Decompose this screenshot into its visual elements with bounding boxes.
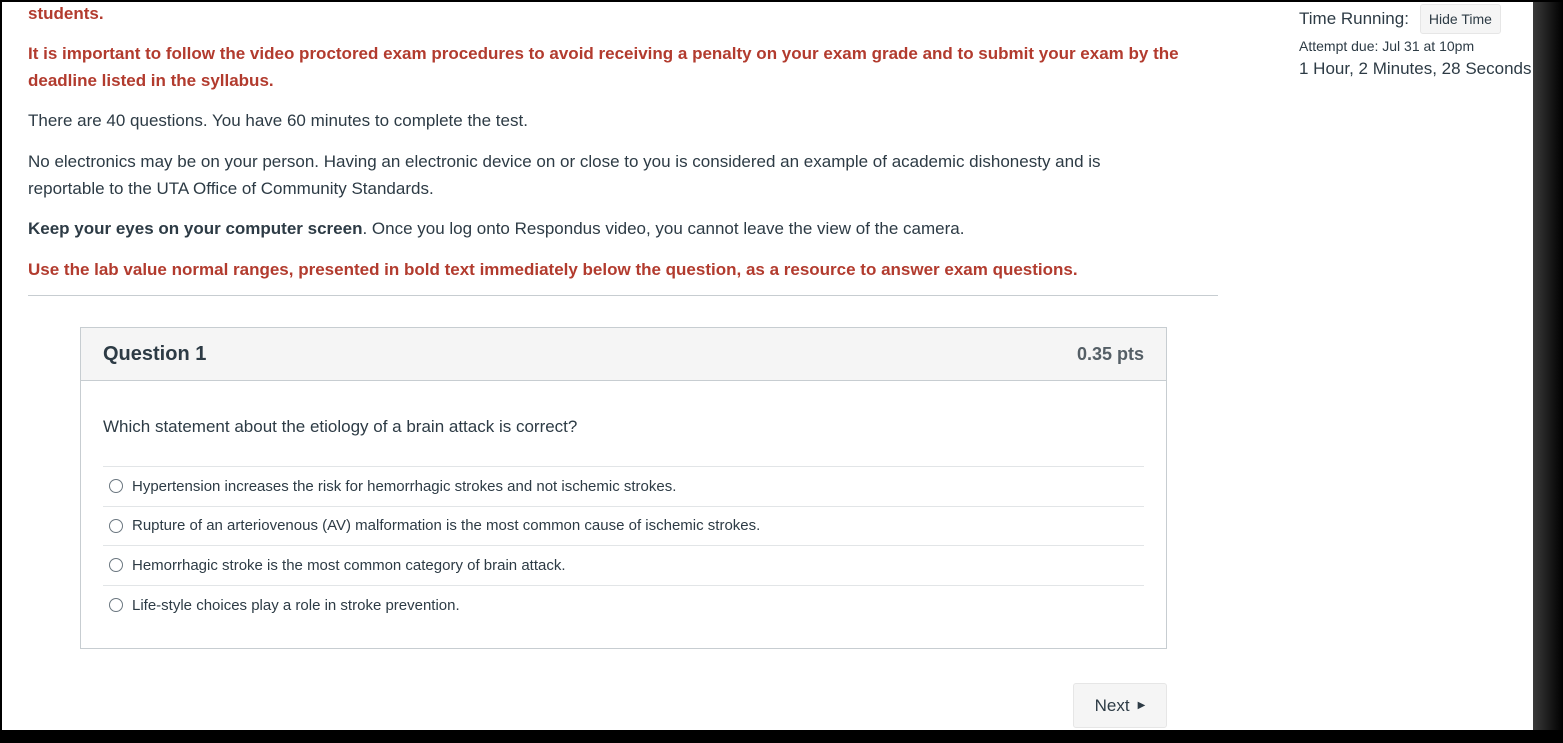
answer-label: Life-style choices play a role in stroke prevention. [132,596,460,614]
question-header [81,328,1166,381]
question-points: 0.35 pts [1076,343,1144,364]
instruction-important: It is important to follow the video proctored exam procedures to avoid receiving a penalty on your exam grade and to submit your exam by the deadline listed in the syllabus. [28,44,1179,90]
answer-list [103,466,1144,625]
question-body [81,381,1166,625]
attempt-due: Attempt due: Jul 31 at 10pm [1299,38,1475,54]
question-title: Question 1 [103,342,207,365]
answer-label: Rupture of an arteriovenous (AV) malformation is the most common cause of ischemic strokes. [132,517,761,535]
radio-button[interactable] [109,598,123,612]
next-button[interactable] [1073,683,1167,728]
question-card [80,327,1167,649]
instruction-lab-values: Use the lab value normal ranges, presented in bold text immediately below the question, as a resource to answer exam questions. [28,260,1078,279]
instruction-electronics: No electronics may be on your person. Having an electronic device on or close to you is considered an example of academic dishonesty and is reportable to the UTA Office of Community Standards. [28,152,1101,198]
radio-button[interactable] [109,479,123,493]
answer-label: Hemorrhagic stroke is the most common category of brain attack. [132,556,566,574]
instruction-eyes-rest: . Once you log onto Respondus video, you cannot leave the view of the camera. [362,219,965,238]
time-running-label: Time Running: [1299,9,1409,28]
instructions-divider [28,295,1218,296]
quiz-timer [1299,4,1533,79]
window-shadow-bottom [0,730,1563,743]
quiz-page [2,2,1533,730]
instruction-eyes-bold: Keep your eyes on your computer screen [28,219,363,238]
time-running-row [1299,4,1533,34]
next-label: Next [1094,695,1130,715]
answer-label: Hypertension increases the risk for hemorrhagic strokes and not ischemic strokes. [132,477,677,495]
time-remaining: 1 Hour, 2 Minutes, 28 Seconds [1299,59,1532,78]
radio-button[interactable] [109,558,123,572]
answer-option[interactable] [103,586,1144,626]
caret-right-icon: ▶ [1137,700,1146,711]
answer-option[interactable] [103,467,1144,507]
instruction-students: students. [28,4,104,23]
radio-button[interactable] [109,519,123,533]
answer-option[interactable] [103,546,1144,586]
answer-option[interactable] [103,507,1144,547]
hide-time-button[interactable]: Hide Time [1420,4,1501,34]
window-shadow-right [1533,2,1563,743]
instruction-eyes [28,215,964,242]
instruction-question-count: There are 40 questions. You have 60 minutes to complete the test. [28,111,528,130]
question-text: Which statement about the etiology of a brain attack is correct? [103,417,578,436]
